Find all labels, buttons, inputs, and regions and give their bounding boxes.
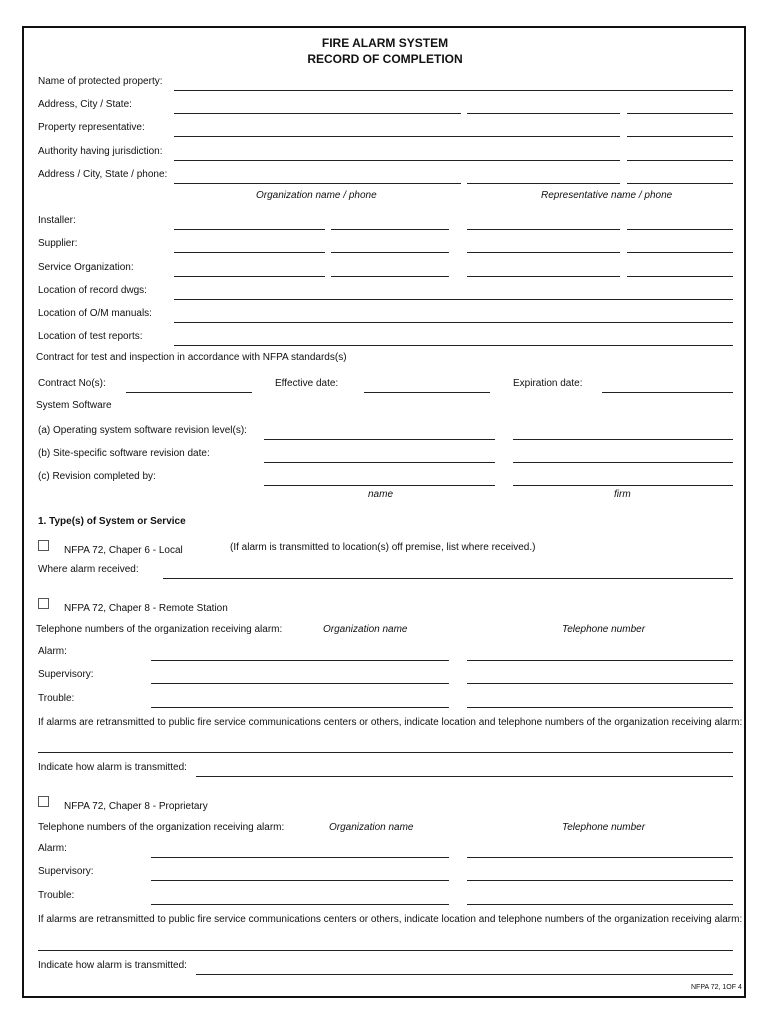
- proprietary-supervisory-label: Supervisory:: [38, 866, 94, 877]
- site-revision-field[interactable]: [264, 462, 495, 463]
- installer-org-field[interactable]: [174, 229, 325, 230]
- remote-supervisory-org-field[interactable]: [151, 683, 449, 684]
- supplier-label: Supplier:: [38, 238, 78, 249]
- proprietary-alarm-org-field[interactable]: [151, 857, 449, 858]
- property-rep-phone-field[interactable]: [627, 136, 733, 137]
- test-reports-label: Location of test reports:: [38, 331, 143, 342]
- supplier-rep-phone-field[interactable]: [627, 252, 733, 253]
- ahj-label: Authority having jurisdiction:: [38, 146, 163, 157]
- remote-alarm-tel-field[interactable]: [467, 660, 733, 661]
- proprietary-tel-caption: Telephone number: [562, 822, 646, 833]
- service-org-label: Service Organization:: [38, 262, 134, 273]
- site-revision-field-2[interactable]: [513, 462, 733, 463]
- name-caption: name: [368, 489, 394, 500]
- local-note: (If alarm is transmitted to location(s) off premise, list where received.): [230, 542, 536, 553]
- supplier-org-field[interactable]: [174, 252, 325, 253]
- supplier-rep-field[interactable]: [467, 252, 620, 253]
- ahj-address-field[interactable]: [174, 183, 461, 184]
- remote-station-checkbox[interactable]: [38, 598, 49, 609]
- proprietary-trouble-org-field[interactable]: [151, 904, 449, 905]
- where-received-label: Where alarm received:: [38, 564, 139, 575]
- remote-trouble-label: Trouble:: [38, 693, 75, 704]
- remote-phone-heading: Telephone numbers of the organization receiving alarm:: [36, 624, 283, 635]
- remote-tel-caption: Telephone number: [562, 624, 646, 635]
- supplier-org-phone-field[interactable]: [331, 252, 449, 253]
- remote-station-label: NFPA 72, Chaper 8 - Remote Station: [64, 603, 228, 614]
- ahj-phone2-field[interactable]: [627, 183, 733, 184]
- proprietary-label: NFPA 72, Chaper 8 - Proprietary: [64, 801, 208, 812]
- proprietary-alarm-tel-field[interactable]: [467, 857, 733, 858]
- remote-alarm-label: Alarm:: [38, 646, 67, 657]
- protected-property-field[interactable]: [174, 90, 733, 91]
- expiration-date-field[interactable]: [602, 392, 733, 393]
- expiration-date-label: Expiration date:: [513, 378, 583, 389]
- installer-org-phone-field[interactable]: [331, 229, 449, 230]
- effective-date-label: Effective date:: [275, 378, 339, 389]
- ahj-phone-field[interactable]: [627, 160, 733, 161]
- proprietary-alarm-label: Alarm:: [38, 843, 67, 854]
- page-number: NFPA 72, 1OF 4: [691, 984, 742, 991]
- service-org-phone-field[interactable]: [331, 276, 449, 277]
- proprietary-retransmit-text: If alarms are retransmitted to public fire service communications centers or others, indicate location and telephone numbers of the organization receiving alarm:: [38, 914, 743, 925]
- address-phone-label: Address / City, State / phone:: [38, 169, 168, 180]
- proprietary-checkbox[interactable]: [38, 796, 49, 807]
- proprietary-how-field[interactable]: [196, 974, 733, 975]
- proprietary-retransmit-field[interactable]: [38, 950, 733, 951]
- proprietary-phone-heading: Telephone numbers of the organization receiving alarm:: [38, 822, 285, 833]
- address-label: Address, City / State:: [38, 99, 132, 110]
- remote-retransmit-text: If alarms are retransmitted to public fire service communications centers or others, indicate location and telephone numbers of the organization receiving alarm:: [38, 717, 743, 728]
- rep-name-phone-caption: Representative name / phone: [541, 190, 673, 201]
- installer-rep-field[interactable]: [467, 229, 620, 230]
- remote-supervisory-label: Supervisory:: [38, 669, 94, 680]
- remote-supervisory-tel-field[interactable]: [467, 683, 733, 684]
- section-1-heading: 1. Type(s) of System or Service: [38, 516, 186, 527]
- record-dwgs-field[interactable]: [174, 299, 733, 300]
- os-revision-label: (a) Operating system software revision level(s):: [38, 425, 247, 436]
- installer-rep-phone-field[interactable]: [627, 229, 733, 230]
- os-revision-field-2[interactable]: [513, 439, 733, 440]
- revision-name-field[interactable]: [264, 485, 495, 486]
- record-dwgs-label: Location of record dwgs:: [38, 285, 147, 296]
- om-manuals-label: Location of O/M manuals:: [38, 308, 152, 319]
- service-org-field[interactable]: [174, 276, 325, 277]
- address-state-field[interactable]: [627, 113, 733, 114]
- where-received-field[interactable]: [163, 578, 733, 579]
- proprietary-supervisory-tel-field[interactable]: [467, 880, 733, 881]
- proprietary-supervisory-org-field[interactable]: [151, 880, 449, 881]
- revision-completed-label: (c) Revision completed by:: [38, 471, 156, 482]
- om-manuals-field[interactable]: [174, 322, 733, 323]
- remote-alarm-org-field[interactable]: [151, 660, 449, 661]
- effective-date-field[interactable]: [364, 392, 490, 393]
- site-revision-label: (b) Site-specific software revision date:: [38, 448, 210, 459]
- remote-trouble-tel-field[interactable]: [467, 707, 733, 708]
- revision-firm-field[interactable]: [513, 485, 733, 486]
- form-subtitle: RECORD OF COMPLETION: [307, 52, 463, 66]
- proprietary-org-caption: Organization name: [329, 822, 414, 833]
- proprietary-trouble-tel-field[interactable]: [467, 904, 733, 905]
- os-revision-field[interactable]: [264, 439, 495, 440]
- org-name-phone-caption: Organization name / phone: [256, 190, 377, 201]
- system-software-heading: System Software: [36, 400, 112, 411]
- property-rep-label: Property representative:: [38, 122, 145, 133]
- proprietary-how-label: Indicate how alarm is transmitted:: [38, 960, 187, 971]
- contract-heading: Contract for test and inspection in accordance with NFPA standards(s): [36, 352, 347, 363]
- protected-property-label: Name of protected property:: [38, 76, 163, 87]
- remote-org-caption: Organization name: [323, 624, 408, 635]
- contract-no-field[interactable]: [126, 392, 252, 393]
- property-rep-field[interactable]: [174, 136, 620, 137]
- ahj-city-field[interactable]: [467, 183, 620, 184]
- local-checkbox[interactable]: [38, 540, 49, 551]
- address-field[interactable]: [174, 113, 461, 114]
- local-label: NFPA 72, Chaper 6 - Local: [64, 545, 183, 556]
- test-reports-field[interactable]: [174, 345, 733, 346]
- service-rep-phone-field[interactable]: [627, 276, 733, 277]
- remote-trouble-org-field[interactable]: [151, 707, 449, 708]
- remote-retransmit-field[interactable]: [38, 752, 733, 753]
- remote-how-label: Indicate how alarm is transmitted:: [38, 762, 187, 773]
- service-rep-field[interactable]: [467, 276, 620, 277]
- remote-how-field[interactable]: [196, 776, 733, 777]
- contract-no-label: Contract No(s):: [38, 378, 106, 389]
- installer-label: Installer:: [38, 215, 76, 226]
- proprietary-trouble-label: Trouble:: [38, 890, 75, 901]
- form-title: FIRE ALARM SYSTEM: [321, 36, 449, 50]
- ahj-field[interactable]: [174, 160, 620, 161]
- address-city-field[interactable]: [467, 113, 620, 114]
- firm-caption: firm: [614, 489, 631, 500]
